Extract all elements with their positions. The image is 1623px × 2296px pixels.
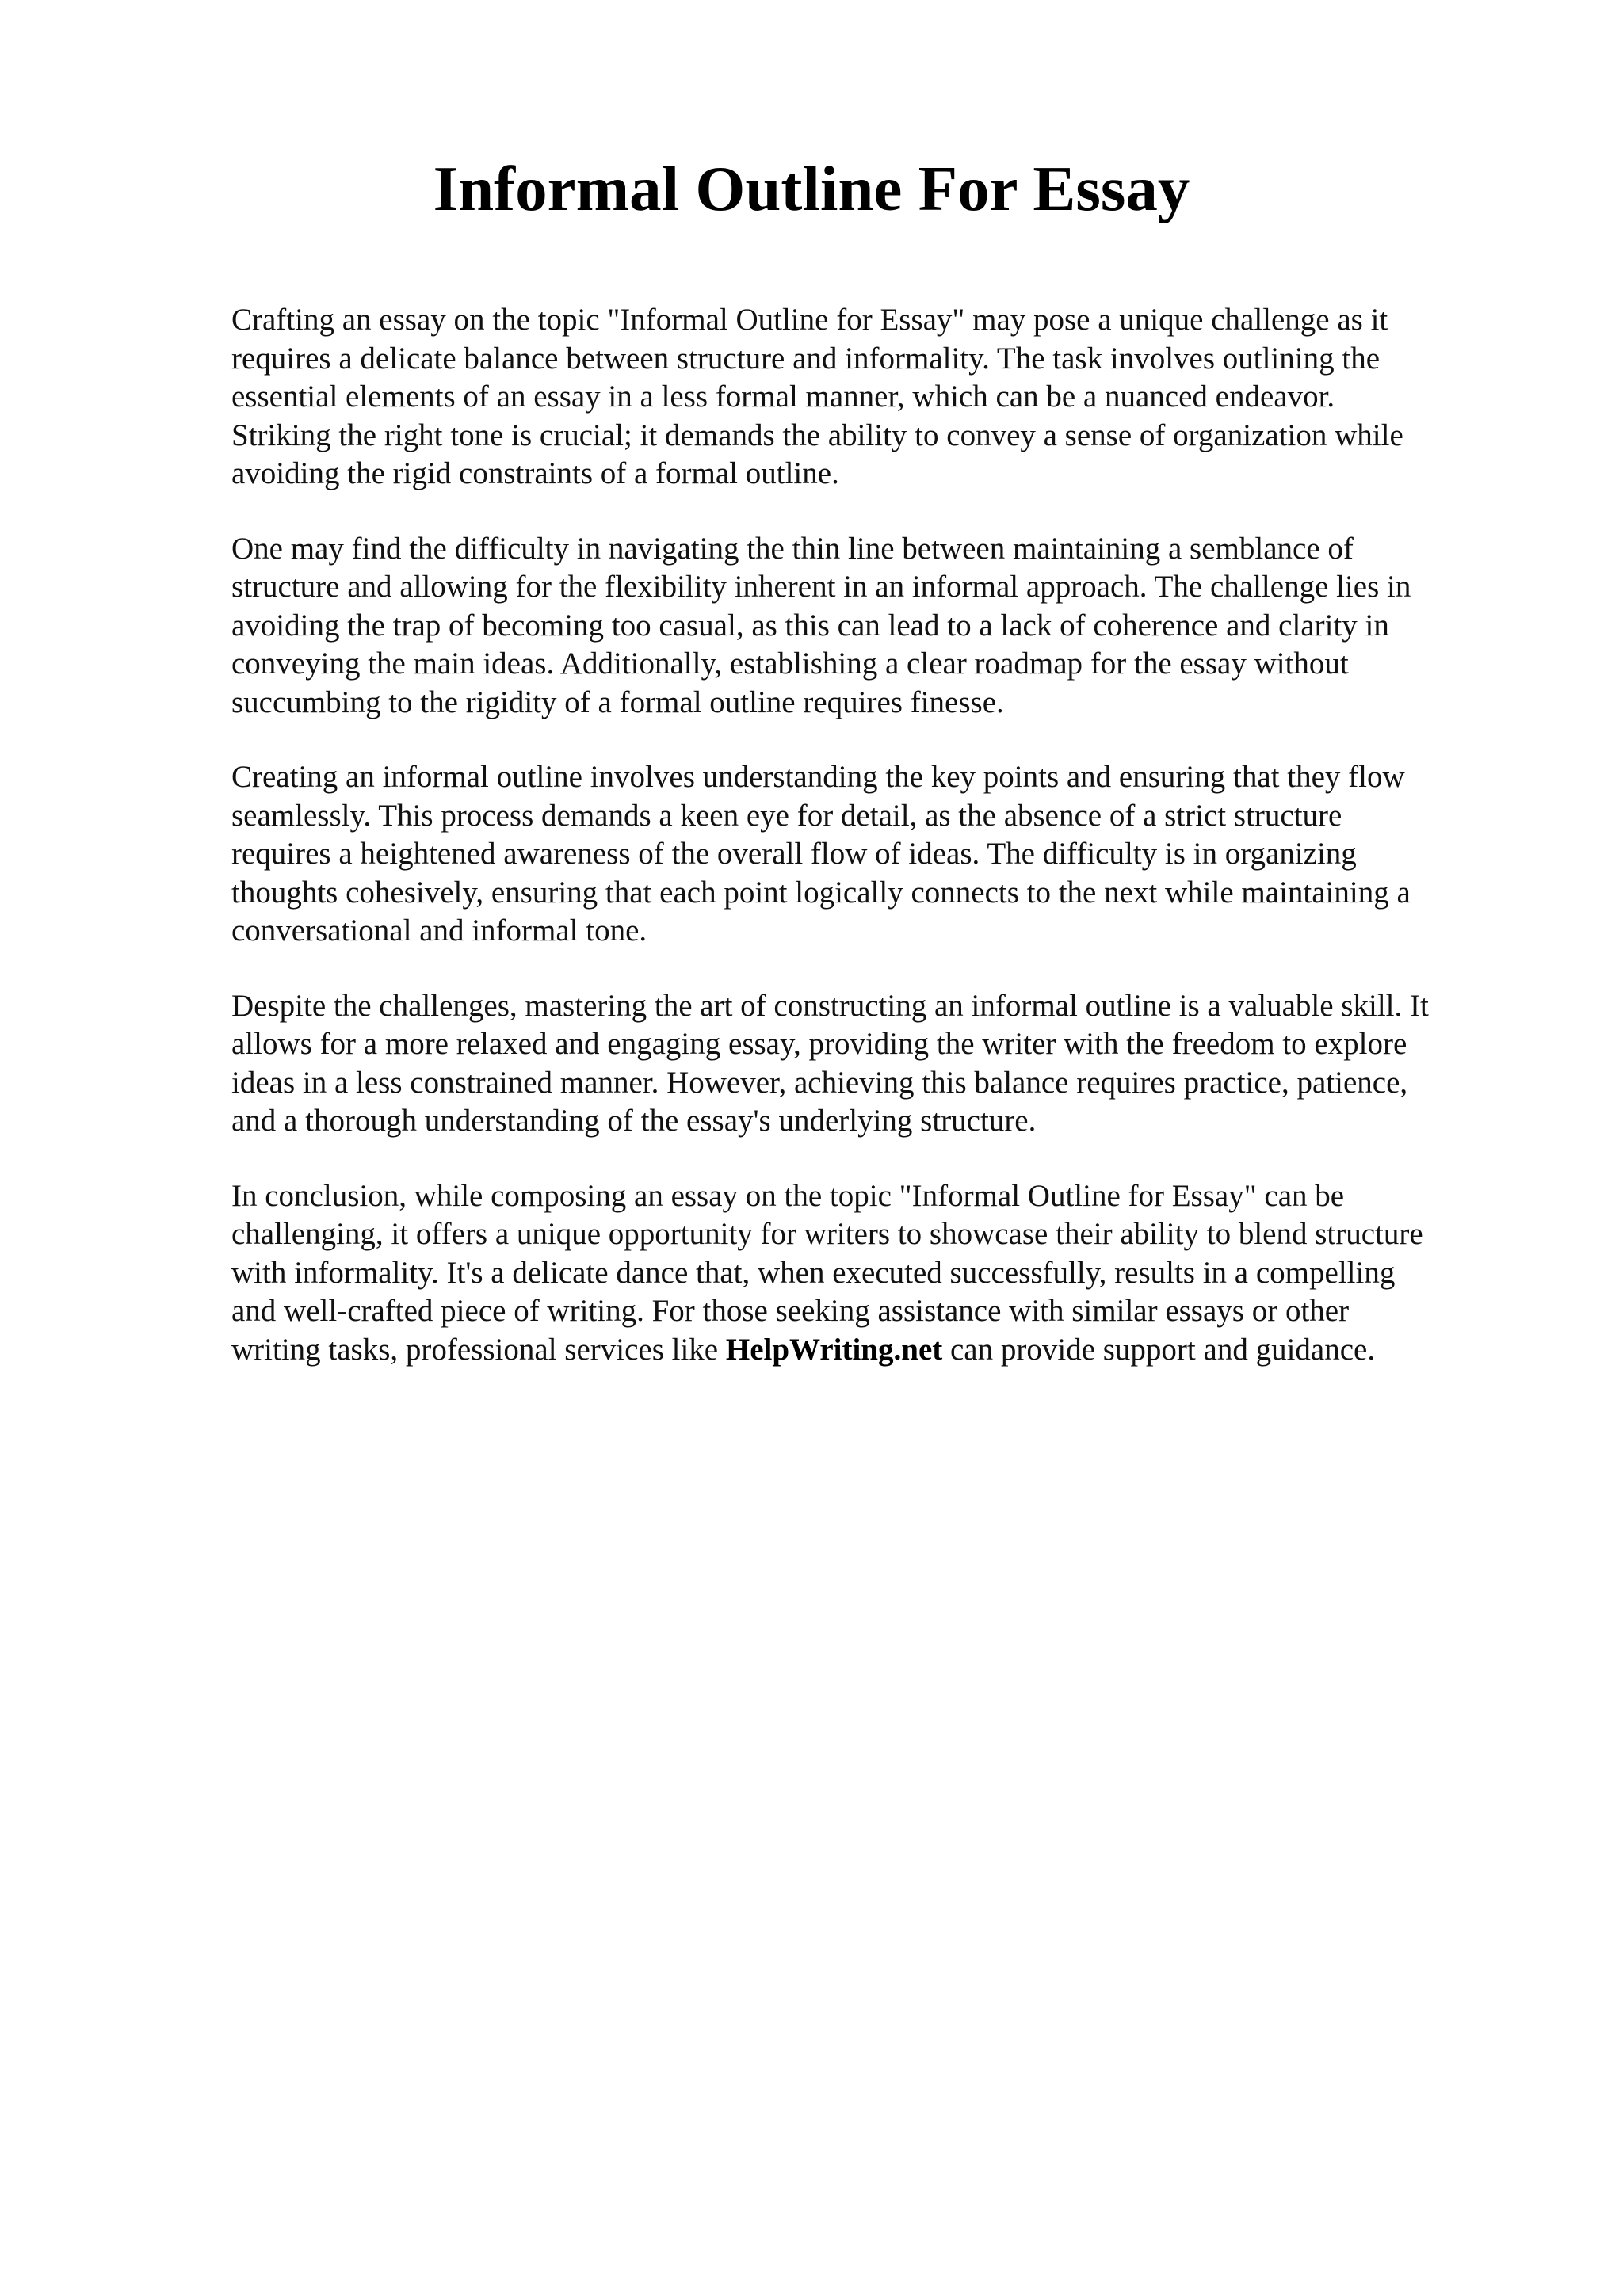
paragraph-3 <box>231 758 1507 951</box>
text-line: challenging, it offers a unique opportunity for writers to showcase their ability to blend structure <box>231 1217 1423 1251</box>
final-line-before: writing tasks, professional services like <box>231 1332 726 1367</box>
text-line: In conclusion, while composing an essay on the topic "Informal Outline for Essay" can be <box>231 1178 1345 1213</box>
text-line: with informality. It's a delicate dance that, when executed successfully, results in a compelling <box>231 1255 1396 1290</box>
document-title: Informal Outline For Essay <box>433 153 1190 224</box>
text-line: One may find the difficulty in navigating the thin line between maintaining a semblance of <box>231 531 1354 566</box>
text-line: avoiding the trap of becoming too casual, as this can lead to a lack of coherence and clarity in <box>231 608 1389 643</box>
text-line: conversational and informal tone. <box>231 913 647 948</box>
paragraph-2 <box>231 530 1507 723</box>
text-line: essential elements of an essay in a less formal manner, which can be a nuanced endeavor. <box>231 379 1335 414</box>
text-line: avoiding the rigid constraints of a formal outline. <box>231 456 839 490</box>
text-line: and a thorough understanding of the essay's underlying structure. <box>231 1104 1037 1138</box>
text-line: conveying the main ideas. Additionally, establishing a clear roadmap for the essay without <box>231 646 1349 681</box>
text-line: ideas in a less constrained manner. However, achieving this balance requires practice, patience, <box>231 1065 1408 1100</box>
text-line: seamlessly. This process demands a keen eye for detail, as the absence of a strict structure <box>231 798 1342 833</box>
text-line: Striking the right tone is crucial; it demands the ability to convey a sense of organization while <box>231 418 1403 452</box>
text-line: and well-crafted piece of writing. For those seeking assistance with similar essays or other <box>231 1294 1350 1328</box>
text-line-final <box>231 1331 1507 1370</box>
text-line: succumbing to the rigidity of a formal outline requires finesse. <box>231 685 1004 719</box>
helpwriting-link[interactable]: HelpWriting.net <box>725 1332 943 1367</box>
final-line-after: can provide support and guidance. <box>942 1332 1376 1367</box>
paragraph-4 <box>231 987 1507 1141</box>
text-line: thoughts cohesively, ensuring that each point logically connects to the next while maintaining a <box>231 875 1411 910</box>
text-line: Crafting an essay on the topic "Informal Outline for Essay" may pose a unique challenge as it <box>231 303 1388 337</box>
document-body <box>231 301 1507 1405</box>
paragraph-5 <box>231 1177 1507 1370</box>
text-line: Despite the challenges, mastering the art of constructing an informal outline is a valuable skill. It <box>231 988 1429 1023</box>
text-line: allows for a more relaxed and engaging essay, providing the writer with the freedom to explore <box>231 1027 1407 1061</box>
text-line: structure and allowing for the flexibility inherent in an informal approach. The challenge lies in <box>231 570 1411 604</box>
text-line: requires a heightened awareness of the overall flow of ideas. The difficulty is in organizing <box>231 837 1357 871</box>
paragraph-1 <box>231 301 1507 494</box>
text-line: requires a delicate balance between structure and informality. The task involves outlining the <box>231 341 1380 376</box>
text-line: Creating an informal outline involves understanding the key points and ensuring that they flow <box>231 760 1405 794</box>
